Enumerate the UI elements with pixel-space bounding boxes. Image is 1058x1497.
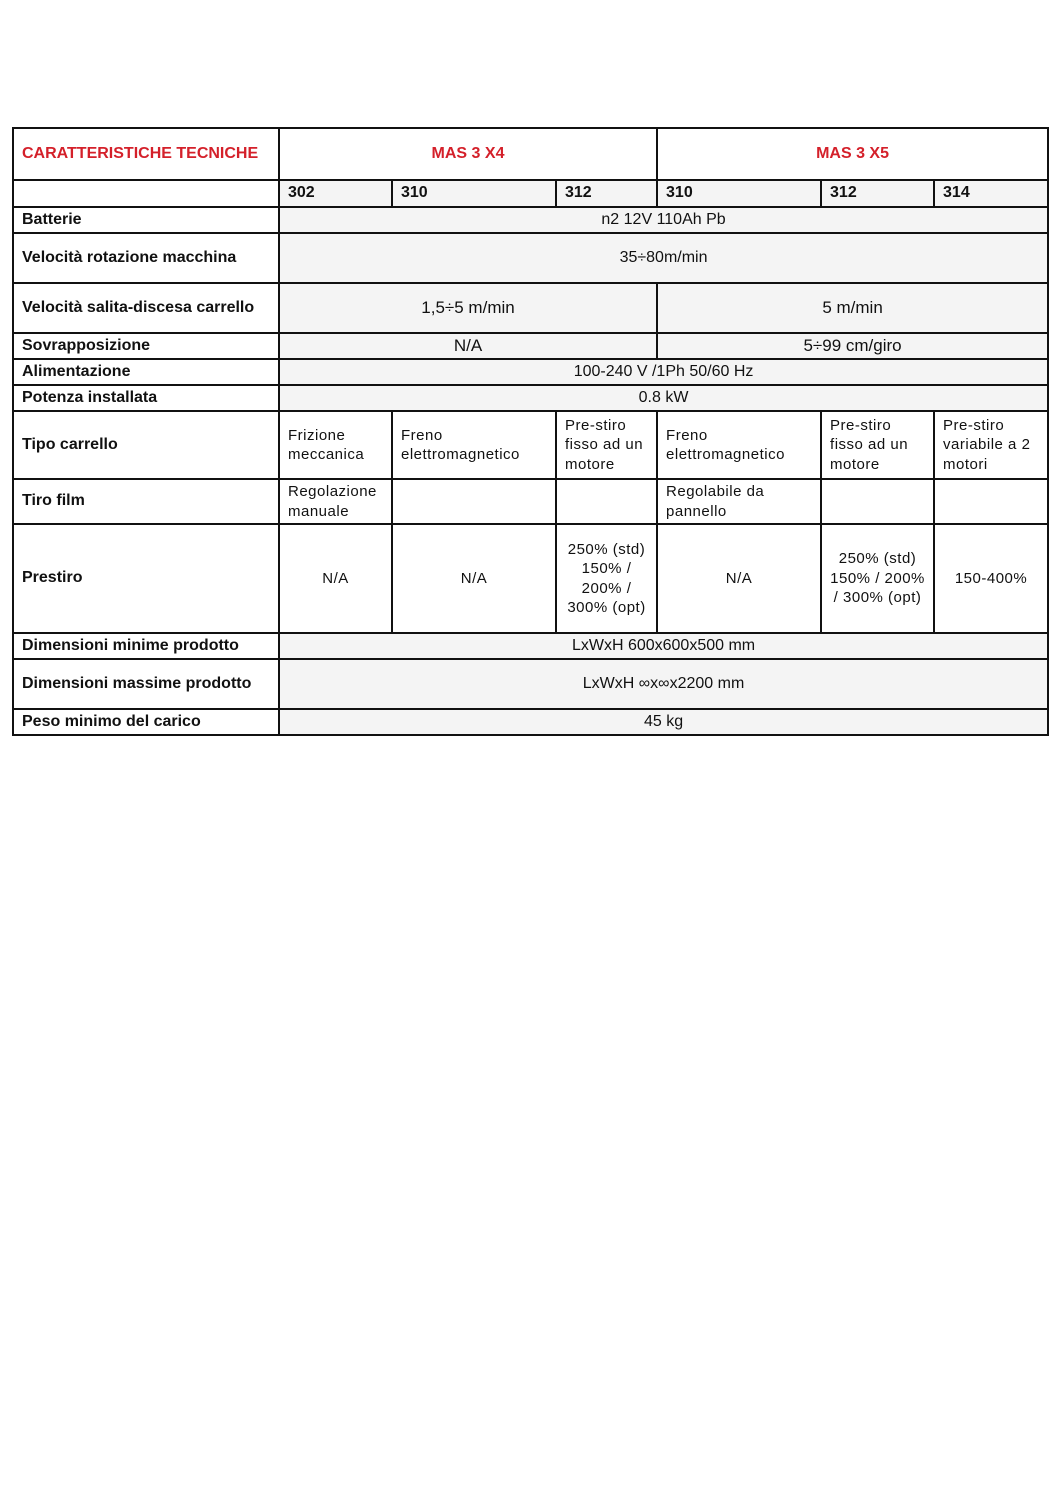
row-cell: Pre-stiro fisso ad un motore [821, 411, 934, 479]
row-cell: Frizione meccanica [279, 411, 392, 479]
row-cell: N/A [279, 524, 392, 633]
row-cell: Freno elettromagnetico [392, 411, 556, 479]
row-cell: 250% (std) 150% / 200% / 300% (opt) [821, 524, 934, 633]
table-row [13, 359, 1048, 385]
table-title: CARATTERISTICHE TECNICHE [13, 128, 279, 180]
row-label: Velocità salita-discesa carrello [13, 283, 279, 333]
table-row [13, 283, 1048, 333]
header-model-row [13, 180, 1048, 207]
row-label: Alimentazione [13, 359, 279, 385]
row-cell: Freno elettromagnetico [657, 411, 821, 479]
row-value: 35÷80m/min [279, 233, 1048, 283]
row-label: Batterie [13, 207, 279, 233]
row-value-x4: N/A [279, 333, 657, 359]
row-label: Sovrapposizione [13, 333, 279, 359]
row-label: Prestiro [13, 524, 279, 633]
table-row [13, 233, 1048, 283]
row-label: Velocità rotazione macchina [13, 233, 279, 283]
row-value: LxWxH 600x600x500 mm [279, 633, 1048, 659]
row-value-x5: 5 m/min [657, 283, 1048, 333]
row-cell: 150-400% [934, 524, 1048, 633]
row-label: Dimensioni massime prodotto [13, 659, 279, 709]
group-header-x4: MAS 3 X4 [279, 128, 657, 180]
row-cell: Regolazione manuale [279, 479, 392, 524]
table-row [13, 479, 1048, 524]
row-value: LxWxH ∞x∞x2200 mm [279, 659, 1048, 709]
row-label: Dimensioni minime prodotto [13, 633, 279, 659]
row-value: n2 12V 110Ah Pb [279, 207, 1048, 233]
group-header-x5: MAS 3 X5 [657, 128, 1048, 180]
row-cell: Pre-stiro variabile a 2 motori [934, 411, 1048, 479]
row-value: 0.8 kW [279, 385, 1048, 411]
model-header: 302 [279, 180, 392, 207]
row-cell: Regolabile da pannello [657, 479, 821, 524]
model-header: 312 [821, 180, 934, 207]
model-header: 314 [934, 180, 1048, 207]
row-label: Tiro film [13, 479, 279, 524]
model-header: 310 [657, 180, 821, 207]
table-row [13, 411, 1048, 479]
row-cell-empty [392, 479, 556, 524]
spec-table [12, 127, 1049, 736]
row-cell: N/A [657, 524, 821, 633]
table-row [13, 207, 1048, 233]
row-label: Peso minimo del carico [13, 709, 279, 735]
table-row [13, 524, 1048, 633]
row-label: Tipo carrello [13, 411, 279, 479]
row-cell-empty [821, 479, 934, 524]
model-header: 310 [392, 180, 556, 207]
row-value-x4: 1,5÷5 m/min [279, 283, 657, 333]
row-cell: N/A [392, 524, 556, 633]
header-group-row [13, 128, 1048, 180]
row-cell: Pre-stiro fisso ad un motore [556, 411, 657, 479]
row-cell-empty [934, 479, 1048, 524]
row-cell: 250% (std) 150% / 200% / 300% (opt) [556, 524, 657, 633]
row-label: Potenza installata [13, 385, 279, 411]
table-row [13, 385, 1048, 411]
table-row [13, 709, 1048, 735]
model-header: 312 [556, 180, 657, 207]
row-value: 100-240 V /1Ph 50/60 Hz [279, 359, 1048, 385]
table-row [13, 659, 1048, 709]
row-value-x5: 5÷99 cm/giro [657, 333, 1048, 359]
empty-header-cell [13, 180, 279, 207]
table-row [13, 333, 1048, 359]
row-cell-empty [556, 479, 657, 524]
row-value: 45 kg [279, 709, 1048, 735]
table-row [13, 633, 1048, 659]
